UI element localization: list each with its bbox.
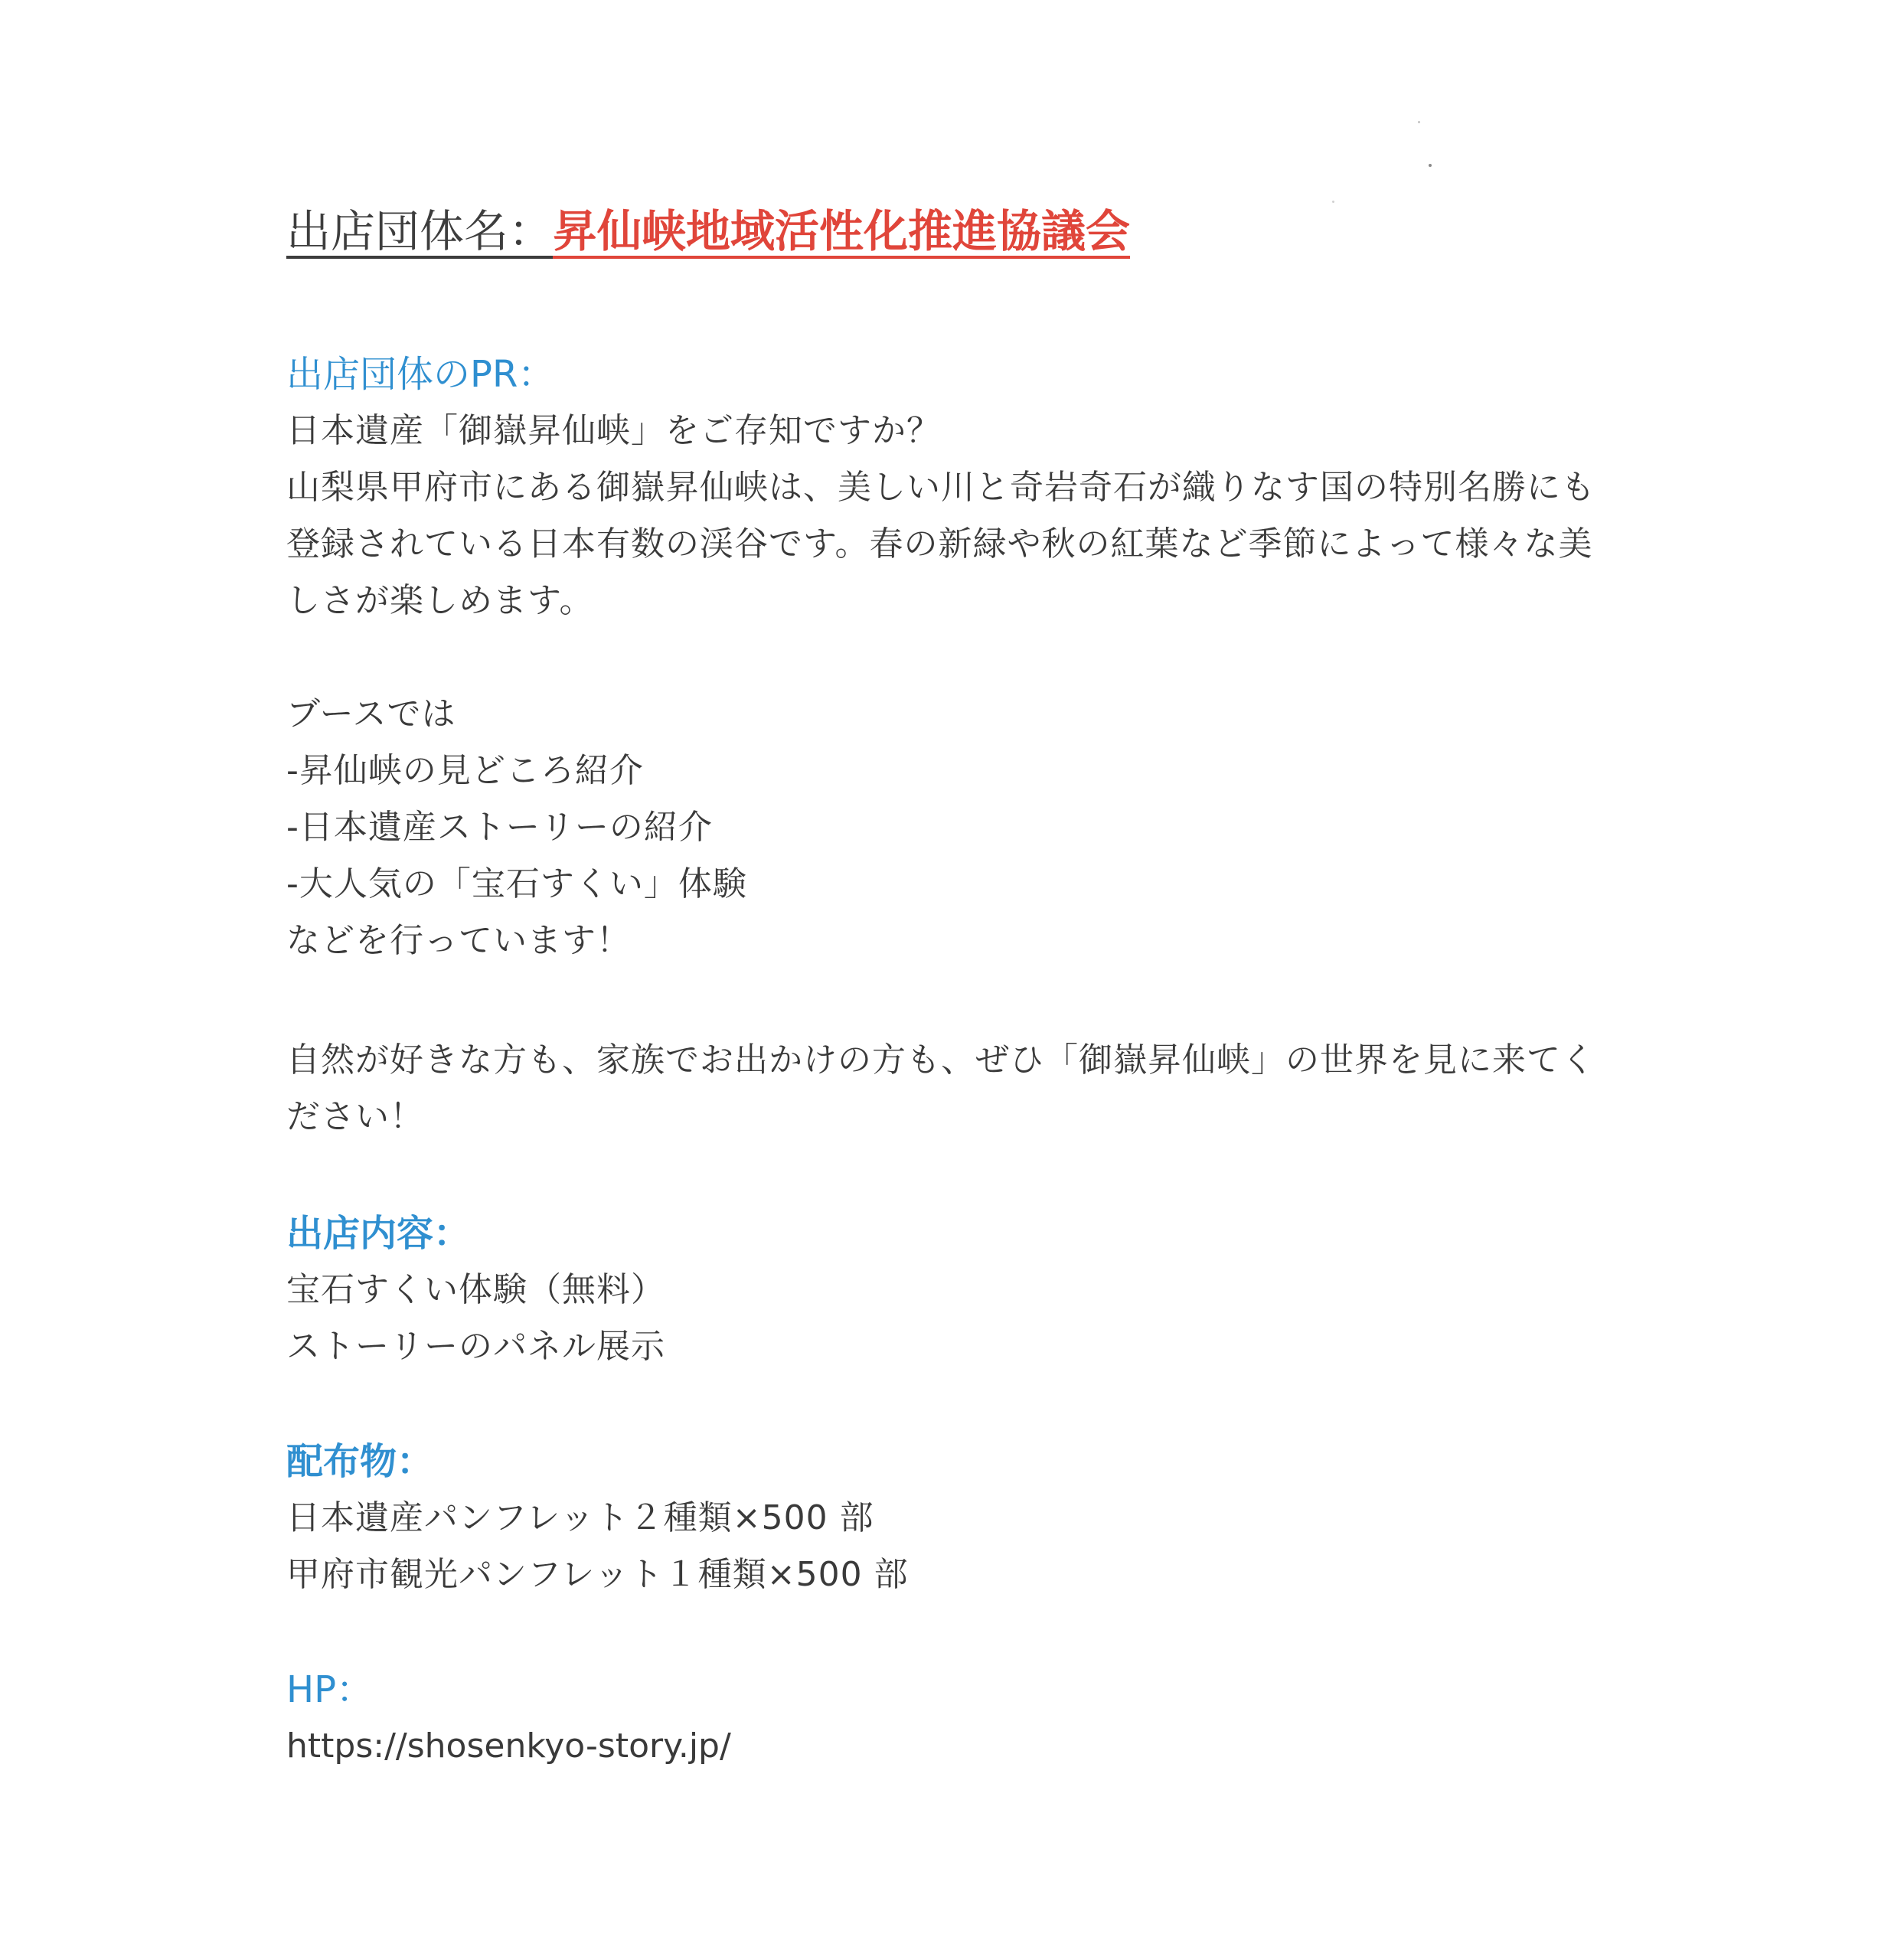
exhibitor-name-line (286, 201, 1649, 262)
pr-intro-line: 登録されている日本有数の渓谷です。春の新緑や秋の紅葉など季節によって様々な美 (286, 524, 1593, 564)
booth-line: -大人気の「宝石すくい」体験 (286, 864, 747, 903)
contents-heading: 出店内容： (286, 1212, 471, 1255)
scan-speck (1429, 164, 1432, 167)
booth-line: -昇仙峡の見どころ紹介 (286, 751, 644, 790)
distribution-heading: 配布物： (286, 1440, 434, 1483)
pr-intro-line: 日本遺産「御嶽昇仙峡」をご存知ですか？ (286, 411, 941, 450)
scan-speck (1418, 121, 1420, 123)
distribution-item: 甲府市観光パンフレット１種類×500 部 (286, 1555, 909, 1594)
scan-speck (1332, 201, 1334, 203)
distribution-list (286, 1490, 1649, 1603)
pr-closing (286, 1032, 1649, 1145)
pr-closing-line: 自然が好きな方も、家族でお出かけの方も、ぜひ「御嶽昇仙峡」の世界を見に来てく (286, 1040, 1595, 1080)
exhibitor-organization-name: 昇仙峡地域活性化推進協議会 (553, 205, 1131, 257)
contents-item: ストーリーのパネル展示 (286, 1327, 665, 1366)
hp-heading: HP： (286, 1668, 374, 1711)
booth-activities (286, 686, 1649, 969)
booth-line: などを行っています！ (286, 921, 631, 960)
pr-intro (286, 403, 1649, 629)
exhibitor-name-label: 出店団体名： (286, 205, 554, 257)
hp-url-link[interactable]: https://shosenkyo-story.jp/ (286, 1726, 731, 1766)
contents-item: 宝石すくい体験（無料） (286, 1270, 665, 1309)
pr-closing-line: ださい！ (286, 1097, 424, 1136)
pr-heading: 出店団体のPR： (286, 353, 555, 396)
pr-intro-line: しさが楽しめます。 (286, 581, 594, 620)
booth-line: -日本遺産ストーリーの紹介 (286, 808, 713, 847)
booth-line: ブースでは (286, 694, 456, 733)
pr-intro-line: 山梨県甲府市にある御嶽昇仙峡は、美しい川と奇岩奇石が織りなす国の特別名勝にも (286, 468, 1595, 507)
contents-list (286, 1262, 1649, 1375)
distribution-item: 日本遺産パンフレット２種類×500 部 (286, 1498, 874, 1537)
